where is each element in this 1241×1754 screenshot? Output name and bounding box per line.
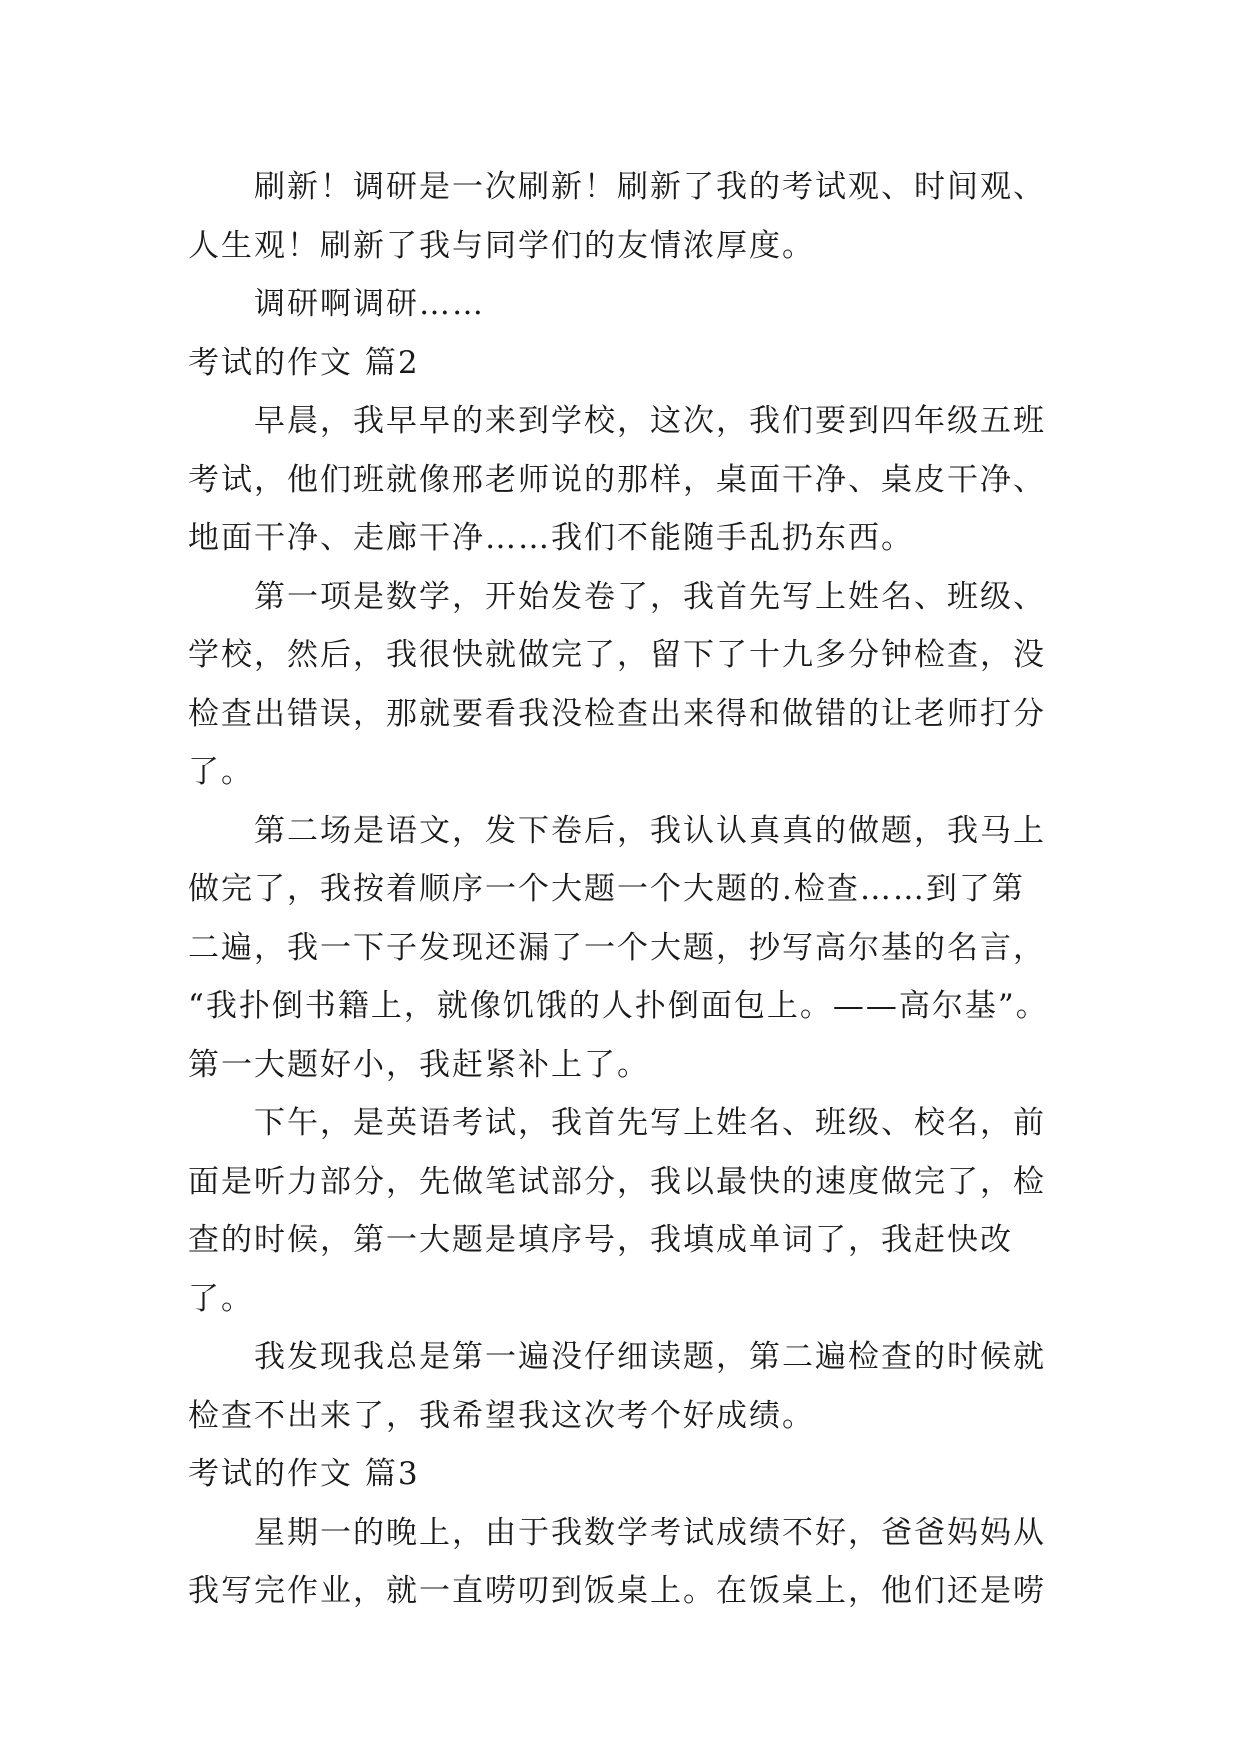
text-line: 调研啊调研……	[254, 286, 485, 322]
text-line: 考试，他们班就像邢老师说的那样，桌面干净、桌皮干净、	[188, 461, 1046, 498]
text-line: 第一大题好小，我赶紧补上了。	[188, 1046, 650, 1083]
text-line: 第一项是数学，开始发卷了，我首先写上姓名、班级、	[254, 578, 1046, 615]
text-line: 查的时候，第一大题是填序号，我填成单词了，我赶快改了。	[188, 1222, 1013, 1317]
text-line: 我发现我总是第一遍没仔细读题，第二遍检查的时候就	[254, 1339, 1046, 1375]
paragraph	[188, 1504, 1068, 1621]
paragraph	[188, 392, 1068, 568]
text-line: 早晨，我早早的来到学校，这次，我们要到四年级五班	[254, 403, 1046, 439]
text-line: 检查出错误，那就要看我没检查出来得和做错的让老师打分	[188, 695, 1046, 732]
document-body	[188, 158, 1068, 1621]
text-line: 了。	[188, 754, 254, 790]
paragraph	[188, 158, 1068, 275]
text-line: 我写完作业，就一直唠叨到饭桌上。在饭桌上，他们还是唠	[188, 1573, 1046, 1609]
text-line: 地面干净、走廊干净……我们不能随手乱扔东西。	[188, 520, 914, 556]
text-line: 二遍，我一下子发现还漏了一个大题，抄写高尔基的名言，	[188, 929, 1046, 966]
text-line: 学校，然后，我很快就做完了，留下了十九多分钟检查，没	[188, 637, 1046, 673]
heading-text: 考试的作文 篇3	[188, 1456, 420, 1492]
paragraph	[188, 1094, 1068, 1328]
text-line: 星期一的晚上，由于我数学考试成绩不好，爸爸妈妈从	[254, 1514, 1046, 1551]
heading-text: 考试的作文 篇2	[188, 344, 420, 381]
text-line: 人生观！刷新了我与同学们的友情浓厚度。	[188, 227, 815, 264]
text-line: 下午，是英语考试，我首先写上姓名、班级、校名，前	[254, 1105, 1046, 1141]
section-heading	[188, 1445, 1068, 1504]
text-line: 做完了，我按着顺序一个大题一个大题的.检查……到了第	[188, 871, 1025, 907]
paragraph	[188, 802, 1068, 1095]
text-line: 检查不出来了，我希望我这次考个好成绩。	[188, 1397, 815, 1434]
section-heading	[188, 334, 1068, 393]
paragraph	[188, 1328, 1068, 1445]
text-line: 刷新！调研是一次刷新！刷新了我的考试观、时间观、	[254, 169, 1046, 205]
paragraph	[188, 568, 1068, 802]
text-line: 第二场是语文，发下卷后，我认认真真的做题，我马上	[254, 812, 1046, 849]
text-line: “我扑倒书籍上，就像饥饿的人扑倒面包上。——高尔基”。	[188, 988, 1049, 1024]
paragraph	[188, 275, 1068, 334]
text-line: 面是听力部分，先做笔试部分，我以最快的速度做完了，检	[188, 1163, 1046, 1200]
